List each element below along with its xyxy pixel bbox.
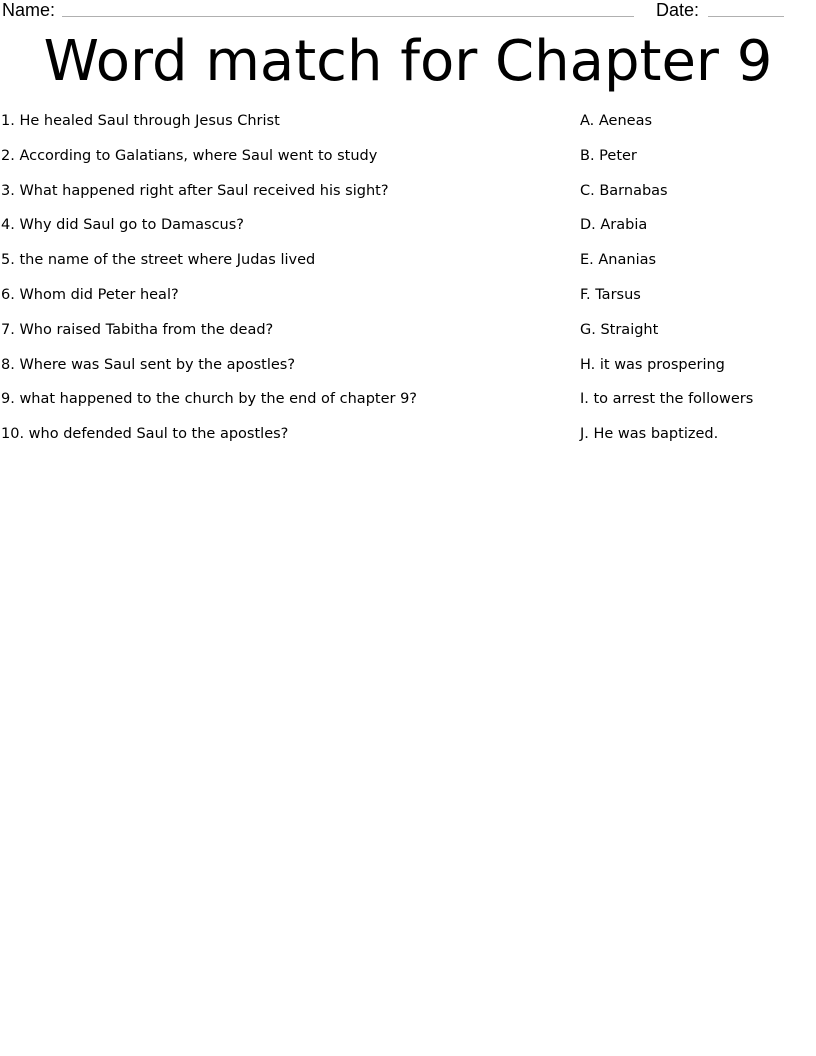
question-item: 3. What happened right after Saul received his sight?: [1, 182, 389, 199]
question-item: 6. Whom did Peter heal?: [1, 286, 179, 303]
answer-item: G. Straight: [580, 321, 659, 338]
question-item: 2. According to Galatians, where Saul went to study: [1, 147, 378, 164]
question-item: 7. Who raised Tabitha from the dead?: [1, 321, 274, 338]
date-blank-line: [708, 16, 784, 17]
answer-list: [580, 111, 810, 459]
answer-item: B. Peter: [580, 147, 637, 164]
name-label: Name:: [2, 0, 56, 20]
answer-item: C. Barnabas: [580, 182, 668, 199]
worksheet-header: [0, 0, 816, 24]
answer-item: A. Aeneas: [580, 113, 653, 129]
answer-item: J. He was baptized.: [580, 426, 719, 443]
question-item: 4. Why did Saul go to Damascus?: [1, 217, 245, 234]
answer-item: D. Arabia: [580, 217, 648, 234]
answer-item: F. Tarsus: [580, 286, 641, 303]
question-item: 9. what happened to the church by the end of chapter 9?: [1, 391, 417, 408]
page-title: Word match for Chapter 9: [43, 29, 773, 94]
question-item: 1. He healed Saul through Jesus Christ: [1, 113, 280, 129]
question-item: 8. Where was Saul sent by the apostles?: [1, 356, 296, 373]
answer-item: I. to arrest the followers: [580, 391, 754, 408]
question-item: 10. who defended Saul to the apostles?: [1, 426, 289, 443]
question-item: 5. the name of the street where Judas lived: [1, 252, 316, 269]
answer-item: H. it was prospering: [580, 356, 725, 373]
date-label: Date:: [656, 0, 700, 20]
name-blank-line: [62, 16, 634, 17]
question-list: [1, 111, 561, 459]
answer-item: E. Ananias: [580, 252, 657, 269]
